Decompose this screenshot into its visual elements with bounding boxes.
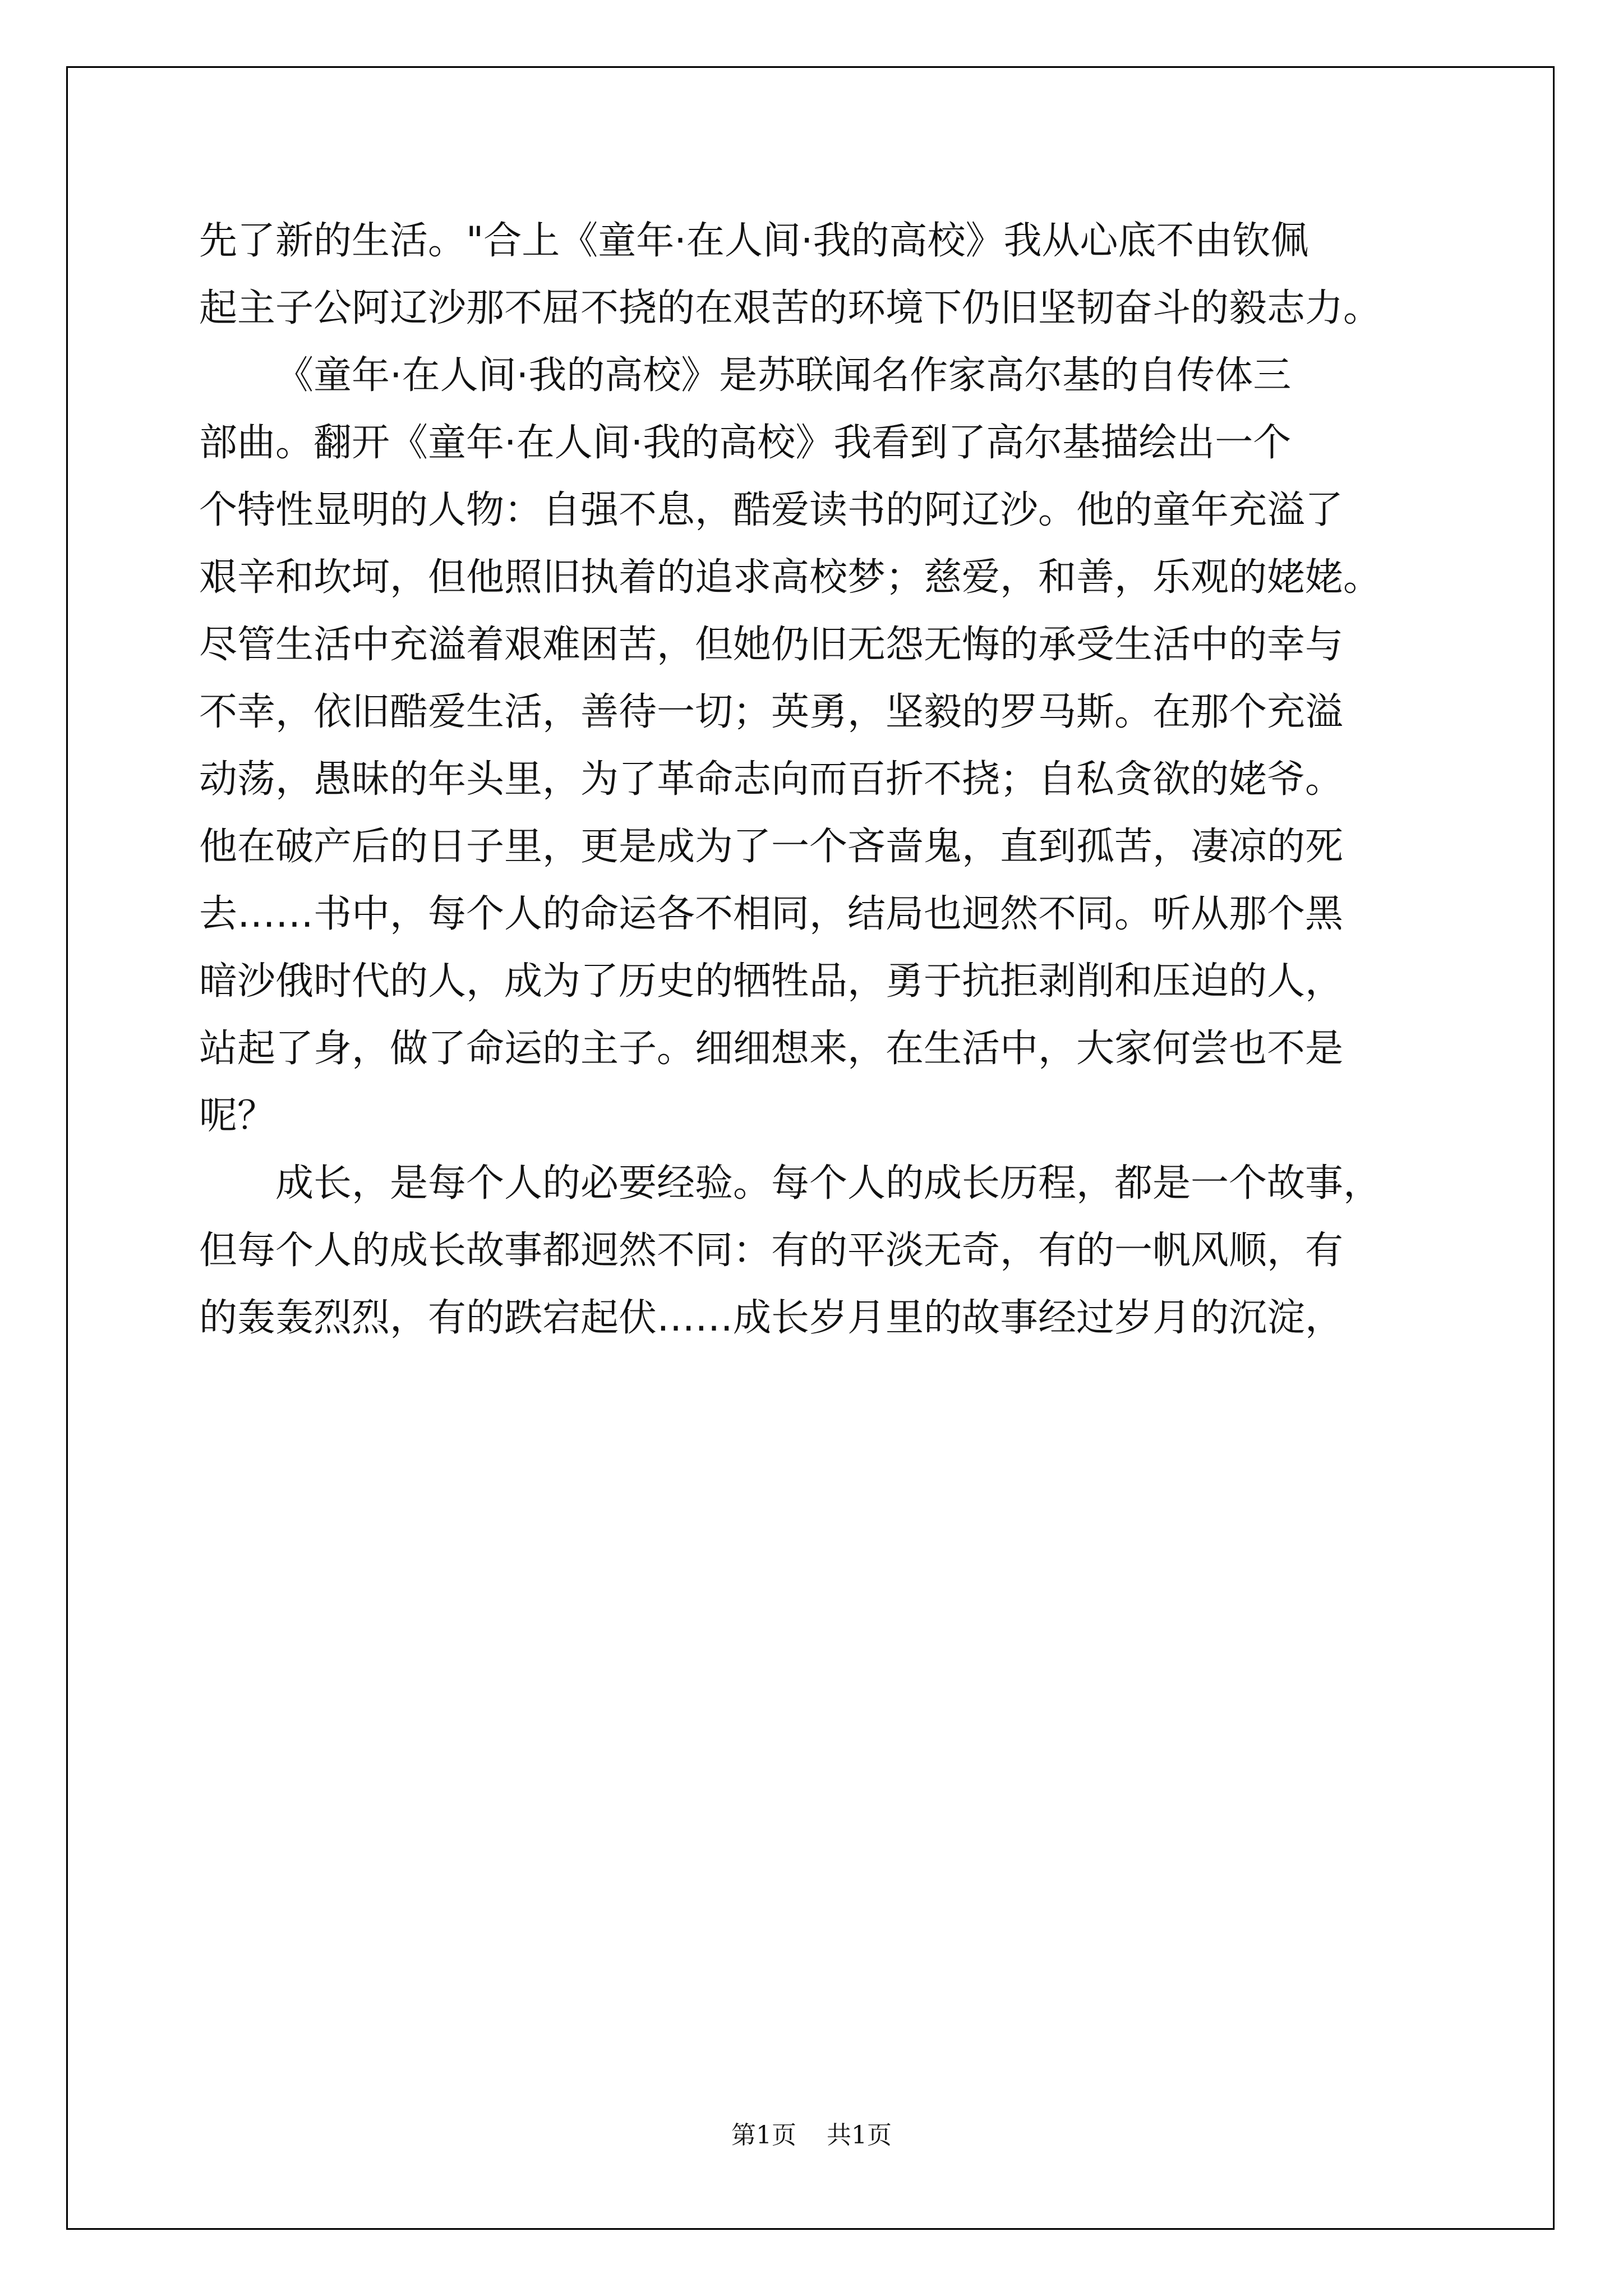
- text-line: 不幸，依旧酷爱生活，善待一切；英勇，坚毅的罗马斯。在那个充溢: [199, 690, 1344, 734]
- text-line: 站起了身，做了命运的主子。细细想来，在生活中，大家何尝也不是: [199, 1027, 1344, 1071]
- text-line: 成长，是每个人的必要经验。每个人的成长历程，都是一个故事，: [275, 1161, 1382, 1205]
- text-line: 个特性显明的人物：自强不息，酷爱读书的阿辽沙。他的童年充溢了: [199, 488, 1344, 532]
- text-line: 动荡，愚昧的年头里，为了革命志向而百折不挠；自私贪欲的姥爷。: [199, 757, 1344, 802]
- text-line: 部曲。翻开《童年·在人间·我的高校》我看到了高尔基描绘出一个: [199, 421, 1292, 465]
- text-line: 呢？: [199, 1094, 276, 1138]
- page-footer: [0, 2115, 1623, 2151]
- document-body: [199, 208, 1438, 1352]
- text-line: 尽管生活中充溢着艰难困苦，但她仍旧无怨无悔的承受生活中的幸与: [199, 623, 1344, 667]
- text-line: 暗沙俄时代的人，成为了历史的牺牲品，勇于抗拒剥削和压迫的人，: [199, 959, 1344, 1004]
- text-line: 先了新的生活。"合上《童年·在人间·我的高校》我从心底不由钦佩: [199, 219, 1309, 263]
- text-line: 的轰轰烈烈，有的跌宕起伏……成长岁月里的故事经过岁月的沉淀，: [199, 1296, 1344, 1340]
- text-line: 《童年·在人间·我的高校》是苏联闻名作家高尔基的自传体三: [275, 353, 1292, 398]
- page-number: 第1页: [731, 2121, 796, 2150]
- text-line: 他在破产后的日子里，更是成为了一个吝啬鬼，直到孤苦，凄凉的死: [199, 825, 1344, 869]
- text-line: 艰辛和坎坷，但他照旧执着的追求高校梦；慈爱，和善，乐观的姥姥。: [199, 555, 1382, 600]
- page-total: 共1页: [827, 2121, 892, 2150]
- text-line: 去……书中，每个人的命运各不相同，结局也迥然不同。听从那个黑: [199, 892, 1344, 936]
- text-line: 起主子公阿辽沙那不屈不挠的在艰苦的环境下仍旧坚韧奋斗的毅志力。: [199, 286, 1382, 330]
- text-line: 但每个人的成长故事都迥然不同：有的平淡无奇，有的一帆风顺，有: [199, 1228, 1344, 1273]
